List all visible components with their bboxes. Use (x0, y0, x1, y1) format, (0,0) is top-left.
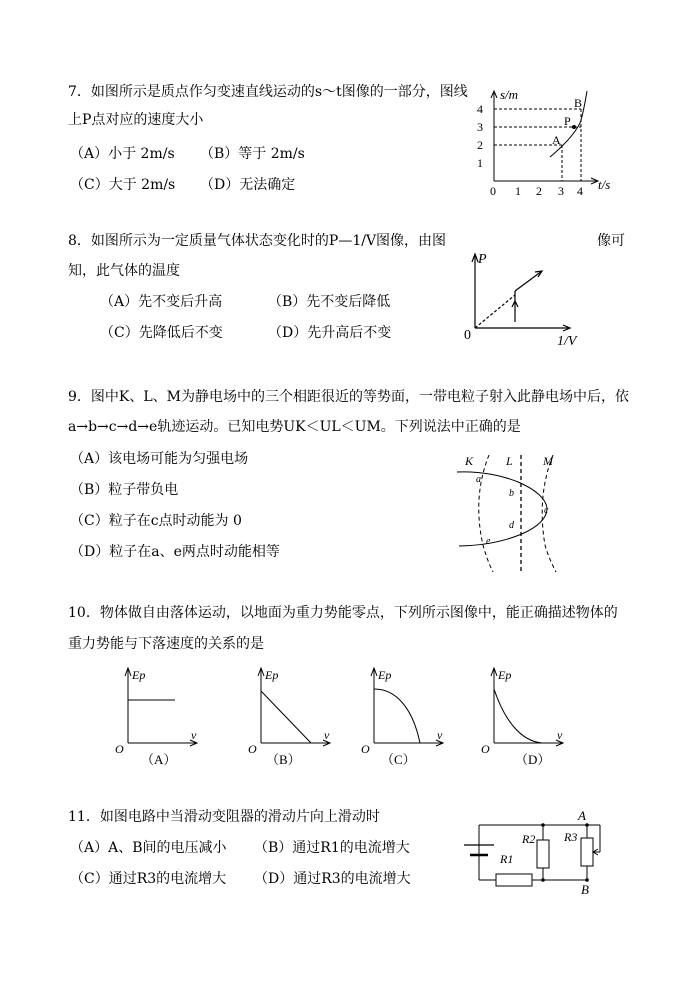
q9-surface-l-label: L (506, 454, 513, 468)
q7-ytick-4: 4 (477, 102, 483, 116)
q7-option-b: （B）等于 2m/s (200, 146, 305, 162)
q7-stem-line1: 7．如图所示是质点作匀变速直线运动的s～t图像的一部分，图线 (68, 84, 468, 100)
q7-point-b-label: B (574, 96, 583, 110)
q11-circuit-diagram (444, 805, 624, 900)
q9-point-d-label: d (509, 520, 514, 531)
q7-point-p-label: P (564, 114, 571, 128)
q8-stem-tail: 像可 (597, 233, 625, 249)
q10-stem-line2: 重力势能与下落速度的关系的是 (68, 636, 264, 652)
q8-option-d: （D）先升高后不变 (268, 325, 392, 341)
q11-r2-label: R2 (522, 832, 536, 846)
q8-x-axis-label: 1/V (557, 334, 577, 349)
q9-option-a: （A）该电场可能为匀强电场 (70, 451, 249, 467)
q7-xtick-3: 3 (558, 184, 564, 198)
q9-surface-m-label: M (543, 454, 553, 468)
q7-xtick-4: 4 (577, 184, 583, 198)
q7-xtick-0: 0 (490, 184, 496, 198)
q9-point-b-label: b (509, 488, 514, 499)
q10b-x-label: v (324, 728, 330, 742)
q7-x-axis-label: t/s (598, 177, 611, 192)
q10c-x-label: v (437, 728, 443, 742)
q10-graph-d (478, 663, 573, 771)
q10-graph-b (245, 663, 340, 771)
q9-point-c-label: c (544, 505, 549, 516)
q9-equipotential-figure (455, 450, 595, 575)
q10a-origin: O (115, 742, 124, 756)
q9-point-a-label: a (476, 474, 481, 485)
q7-option-a: （A）小于 2m/s (70, 146, 175, 162)
q8-p-1v-graph (460, 245, 590, 350)
q10-graph-c (358, 663, 453, 771)
q10c-y-label: Ep (378, 668, 392, 682)
q7-point-a-label: A (552, 133, 561, 147)
q10d-y-label: Ep (498, 668, 512, 682)
q10b-caption: （B） (266, 752, 301, 767)
q11-option-d: （D）通过R3的电流增大 (254, 871, 411, 887)
q10c-caption: （C） (381, 752, 416, 767)
q7-y-axis-label: s/m (500, 87, 519, 102)
q7-ytick-1: 1 (477, 156, 483, 170)
q9-option-c: （C）粒子在c点时动能为 0 (70, 513, 242, 529)
q11-node-a-label: A (578, 808, 586, 823)
q9-option-d: （D）粒子在a、e两点时动能相等 (70, 544, 280, 560)
q7-xtick-2: 2 (536, 184, 542, 198)
q7-ytick-3: 3 (477, 120, 483, 134)
q10d-x-label: v (557, 728, 563, 742)
q7-stem-line2: 上P点对应的速度大小 (68, 112, 204, 128)
q7-option-d: （D）无法确定 (200, 177, 296, 193)
q9-stem-line2: a→b→c→d→e轨迹运动。已知电势UK＜UL＜UM。下列说法中正确的是 (68, 419, 521, 435)
q10c-origin: O (361, 742, 370, 756)
q8-stem-line1: 8．如图所示为一定质量气体状态变化时的P—1/V图像，由图 (68, 233, 447, 249)
q9-stem-line1: 9．图中K、L、M为静电场中的三个相距很近的等势面，一带电粒子射入此静电场中后，依 (68, 389, 629, 405)
q10d-caption: （D） (515, 752, 551, 767)
q8-stem-line2: 知，此气体的温度 (68, 263, 180, 279)
q7-ytick-2: 2 (477, 138, 483, 152)
q10b-y-label: Ep (265, 668, 279, 682)
q7-option-c: （C）大于 2m/s (70, 177, 176, 193)
q10d-origin: O (481, 742, 490, 756)
q10a-y-label: Ep (132, 668, 146, 682)
q9-surface-k-label: K (465, 454, 474, 468)
q11-r1-label: R1 (500, 852, 514, 866)
q11-option-b: （B）通过R1的电流增大 (254, 840, 410, 856)
q7-s-t-graph (470, 85, 620, 200)
q8-origin-label: 0 (464, 328, 471, 343)
q11-r3-label: R3 (564, 830, 578, 844)
q10-graph-a (112, 663, 207, 771)
q7-xtick-1: 1 (515, 184, 521, 198)
q8-option-c: （C）先降低后不变 (100, 325, 223, 341)
q9-point-e-label: e (486, 536, 491, 547)
q11-stem-line1: 11．如图电路中当滑动变阻器的滑动片向上滑动时 (68, 809, 380, 825)
q11-option-a: （A）A、B间的电压减小 (70, 840, 227, 856)
q11-node-b-label: B (581, 882, 589, 897)
q8-option-a: （A）先不变后升高 (100, 294, 223, 310)
q8-option-b: （B）先不变后降低 (268, 294, 391, 310)
q10a-caption: （A） (141, 752, 177, 767)
q10-stem-line1: 10．物体做自由落体运动，以地面为重力势能零点，下列所示图像中，能正确描述物体的 (68, 605, 618, 621)
q9-option-b: （B）粒子带负电 (70, 482, 179, 498)
q11-option-c: （C）通过R3的电流增大 (70, 871, 227, 887)
q8-y-axis-label: P (478, 252, 487, 267)
q10b-origin: O (248, 742, 257, 756)
q10a-x-label: v (191, 728, 197, 742)
